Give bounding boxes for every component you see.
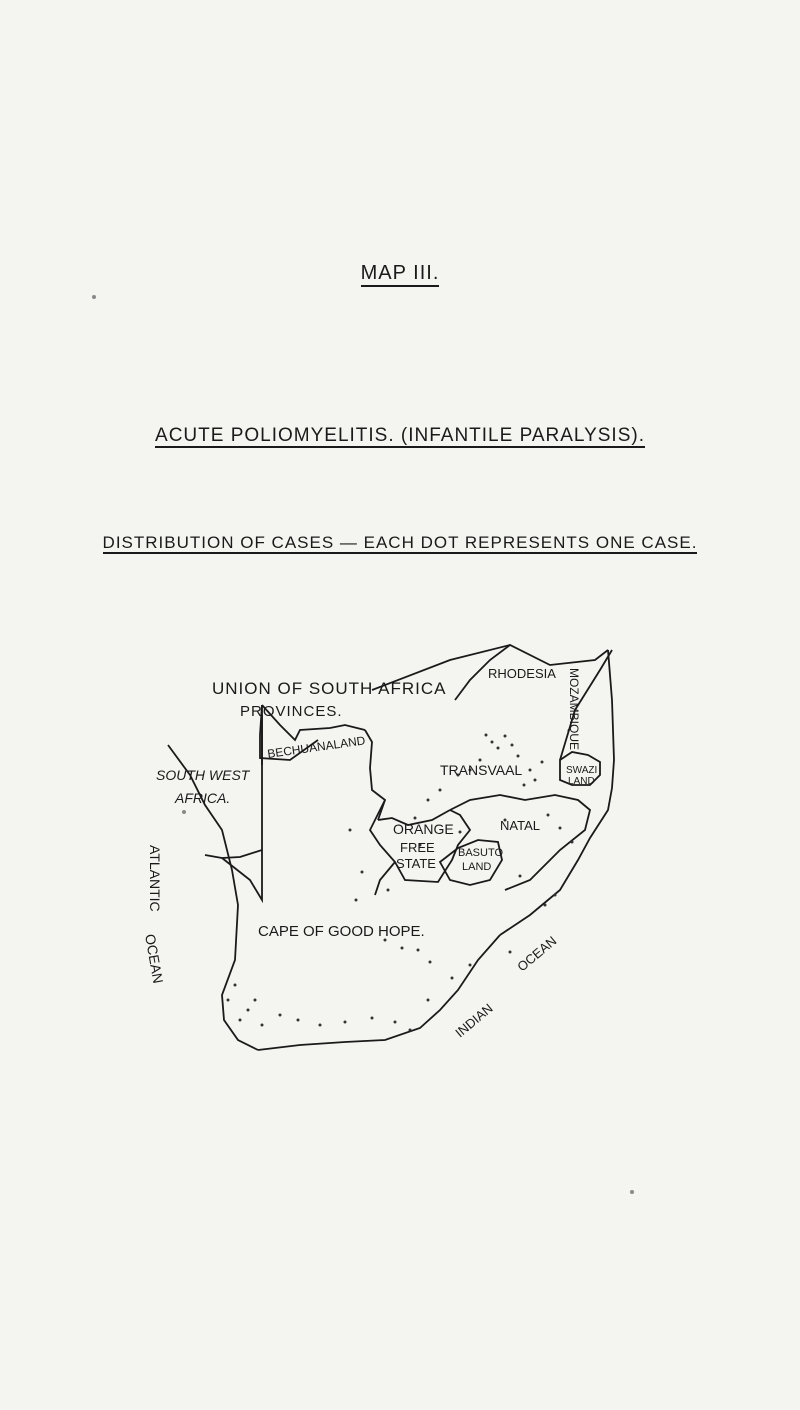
case-dot: [511, 744, 514, 747]
case-dot: [227, 999, 230, 1002]
case-dot: [541, 761, 544, 764]
case-dot: [534, 779, 537, 782]
label-swaziland-1: SWAZI: [566, 765, 598, 776]
east-edge: [608, 650, 614, 788]
label-transvaal: TRANSVAAL: [440, 762, 523, 778]
disease-title: ACUTE POLIOMYELITIS. (INFANTILE PARALYSIS).: [155, 425, 645, 446]
case-dot: [409, 1029, 412, 1032]
case-dot: [417, 949, 420, 952]
paper-spot: [182, 810, 186, 814]
case-dot: [414, 817, 417, 820]
label-ofs-2: FREE: [400, 840, 435, 855]
east-coast: [500, 788, 612, 935]
case-dot: [509, 951, 512, 954]
case-dot: [344, 1021, 347, 1024]
label-ocean-east: OCEAN: [514, 933, 560, 975]
case-dot: [559, 827, 562, 830]
label-ocean-west: OCEAN: [142, 932, 167, 985]
case-dot: [427, 799, 430, 802]
label-swaziland-2: LAND: [568, 776, 595, 787]
label-swa-1: SOUTH WEST: [156, 767, 250, 783]
case-dot: [429, 961, 432, 964]
legend-line1: UNION OF SOUTH AFRICA: [212, 679, 447, 698]
label-rhodesia: RHODESIA: [488, 666, 556, 681]
label-ofs-3: STATE: [396, 856, 436, 871]
case-dot: [239, 1019, 242, 1022]
case-dot: [394, 1021, 397, 1024]
case-dot: [523, 784, 526, 787]
case-dot: [387, 889, 390, 892]
case-dot: [355, 899, 358, 902]
case-dot: [469, 964, 472, 967]
label-swa-2: AFRICA.: [175, 790, 231, 806]
map-borders: [168, 645, 612, 1050]
case-dot: [504, 735, 507, 738]
map-title: MAP III.: [0, 262, 800, 285]
case-dot: [254, 999, 257, 1002]
map-caption: DISTRIBUTION OF CASES — EACH DOT REPRESENTS ONE CASE.: [102, 533, 698, 552]
case-dot: [297, 1019, 300, 1022]
case-dot: [279, 1014, 282, 1017]
label-cape: CAPE OF GOOD HOPE.: [258, 923, 425, 940]
label-atlantic: ATLANTIC: [147, 845, 163, 912]
case-dot: [571, 841, 574, 844]
legend-line2: PROVINCES.: [240, 703, 343, 720]
case-dot: [427, 999, 430, 1002]
label-basutoland-1: BASUTO: [458, 847, 504, 859]
label-indian: INDIAN: [452, 1000, 496, 1041]
label-natal: NATAL: [500, 818, 540, 833]
case-dot: [349, 829, 352, 832]
case-dot: [439, 789, 442, 792]
case-dot: [519, 875, 522, 878]
case-dot: [459, 831, 462, 834]
label-ofs-1: ORANGE: [393, 821, 454, 837]
case-dot: [491, 741, 494, 744]
case-dot: [529, 769, 532, 772]
case-dot: [451, 977, 454, 980]
case-dot: [234, 984, 237, 987]
label-bechuanaland: BECHUANALAND: [266, 733, 367, 761]
case-dot: [517, 755, 520, 758]
case-dot: [401, 947, 404, 950]
case-dot: [319, 1024, 322, 1027]
case-dot: [485, 734, 488, 737]
case-dot: [544, 904, 547, 907]
case-dot: [554, 894, 557, 897]
case-dot: [497, 747, 500, 750]
case-dot: [547, 814, 550, 817]
paper-spot: [630, 1190, 634, 1194]
case-dot: [247, 1009, 250, 1012]
case-dot: [361, 871, 364, 874]
paper-spot: [92, 295, 96, 299]
case-dot: [261, 1024, 264, 1027]
label-mozambique: MOZAMBIQUE: [567, 668, 581, 751]
cape-ofs: [375, 862, 395, 895]
label-basutoland-2: LAND: [462, 861, 492, 873]
case-dot: [371, 1017, 374, 1020]
